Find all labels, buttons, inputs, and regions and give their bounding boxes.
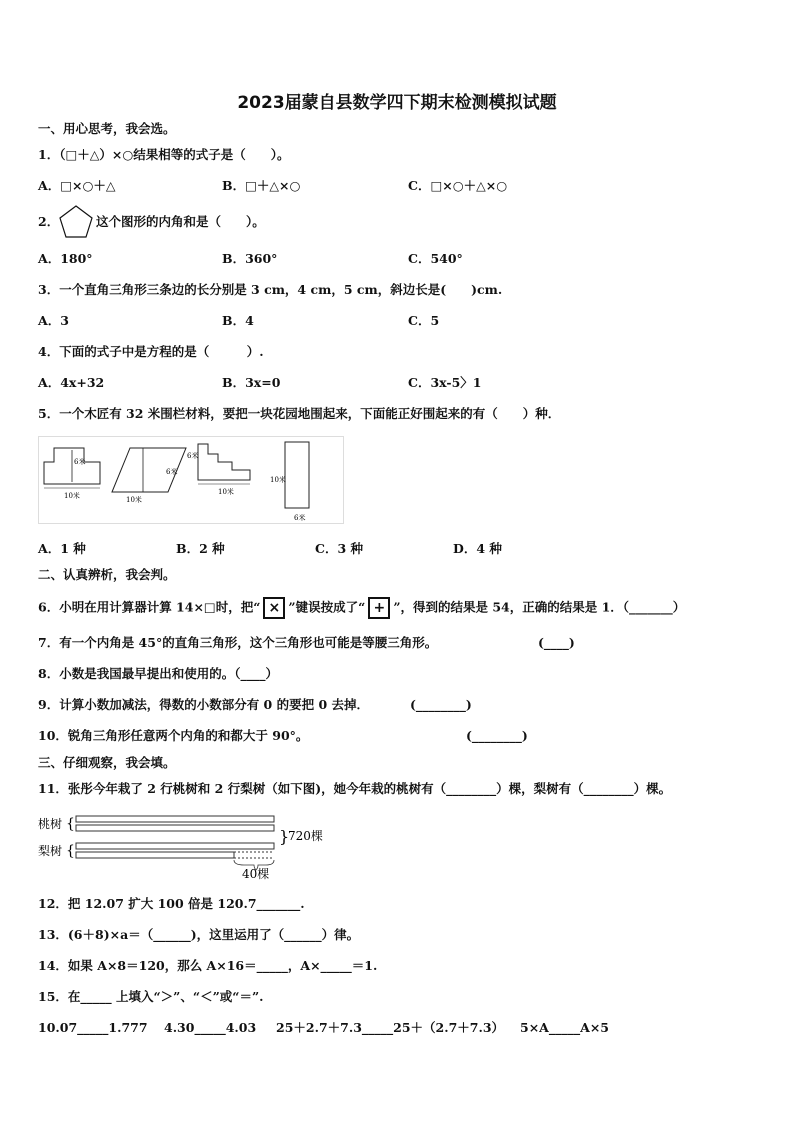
difference-label: 40棵 bbox=[242, 867, 270, 881]
section-heading-3: 三、仔细观察，我会填。 bbox=[38, 755, 176, 770]
question-2-option-c: C．540° bbox=[408, 251, 463, 266]
question-7-answer-blank[interactable]: (____) bbox=[538, 635, 575, 650]
shape-2-width-label: 10米 bbox=[126, 496, 142, 504]
shape-1-width-label: 10米 bbox=[64, 492, 80, 500]
question-13-stem: 13．(6＋8)×a＝（______)，这里运用了（______）律。 bbox=[38, 927, 360, 942]
question-3-option-c: C．5 bbox=[408, 313, 440, 328]
question-3-stem: 3．一个直角三角形三条边的长分别是 3 cm，4 cm，5 cm，斜边长是( )cm. bbox=[38, 282, 503, 297]
shape-4-width-label: 6米 bbox=[294, 514, 306, 522]
multiply-key-icon: × bbox=[263, 597, 285, 619]
question-7-stem: 7．有一个内角是 45°的直角三角形，这个三角形也可能是等腰三角形。 bbox=[38, 635, 438, 650]
question-4-option-b: B．3x=0 bbox=[222, 375, 281, 390]
question-11-stem: 11．张彤今年栽了 2 行桃树和 2 行梨树（如下图)，她今年栽的桃树有（________）棵，梨树有（________）棵。 bbox=[38, 781, 672, 796]
question-14-stem: 14．如果 A×8＝120，那么 A×16＝_____，A×_____＝1. bbox=[38, 958, 378, 973]
question-9-answer-blank[interactable]: (________) bbox=[410, 697, 472, 712]
svg-text:}: } bbox=[279, 827, 290, 846]
page-title: 2023届蒙自县数学四下期末检测模拟试题 bbox=[237, 93, 557, 113]
question-1-option-a: A．□×○＋△ bbox=[38, 178, 116, 193]
shape-3-height-label: 6米 bbox=[187, 452, 199, 460]
question-15-item-4: 5×A_____A×5 bbox=[520, 1020, 609, 1035]
question-6-stem bbox=[38, 597, 685, 619]
shape-3-width-label: 10米 bbox=[218, 488, 234, 496]
question-9-stem: 9．计算小数加减法，得数的小数部分有 0 的要把 0 去掉． bbox=[38, 697, 370, 712]
question-4-option-c: C．3x-5〉1 bbox=[408, 375, 482, 390]
pear-tree-label: 梨树 bbox=[38, 844, 63, 858]
question-2-option-a: A．180° bbox=[38, 251, 93, 266]
plus-key-icon: + bbox=[368, 597, 390, 619]
question-4-stem: 4．下面的式子中是方程的是（ ）. bbox=[38, 344, 264, 359]
total-trees-label: 720棵 bbox=[288, 829, 323, 843]
shape-2-height-label: 6米 bbox=[166, 468, 178, 476]
question-15-item-1: 10.07_____1.777 bbox=[38, 1020, 148, 1035]
svg-text:{: { bbox=[66, 843, 75, 859]
question-8-stem: 8．小数是我国最早提出和使用的。（____） bbox=[38, 666, 278, 681]
fence-shapes-figure bbox=[38, 436, 344, 524]
peach-tree-label: 桃树 bbox=[38, 817, 63, 831]
question-4-option-a: A．4x+32 bbox=[38, 375, 105, 390]
question-1-option-c: C．□×○＋△×○ bbox=[408, 178, 508, 193]
question-3-option-b: B．4 bbox=[222, 313, 254, 328]
question-1-stem: 1．（□＋△）×○结果相等的式子是（ ）。 bbox=[38, 147, 290, 162]
question-15-stem: 15．在_____ 上填入“＞”、“＜”或“＝”. bbox=[38, 989, 264, 1004]
shape-4-height-label: 10米 bbox=[270, 476, 286, 484]
question-2-option-b: B．360° bbox=[222, 251, 278, 266]
tree-rows-diagram bbox=[36, 810, 336, 882]
question-15-item-2: 4.30_____4.03 bbox=[164, 1020, 257, 1035]
question-6-text-post: ”，得到的结果是 54，正确的结果是 1．（_______） bbox=[393, 599, 686, 615]
question-5-option-d: D．4 种 bbox=[453, 541, 502, 556]
question-5-option-a: A．1 种 bbox=[38, 541, 86, 556]
section-heading-2: 二、认真辨析，我会判。 bbox=[38, 567, 176, 582]
question-6-text-pre: 6．小明在用计算器计算 14×□时，把“ bbox=[38, 599, 261, 615]
question-1-option-b: B．□＋△×○ bbox=[222, 178, 301, 193]
section-heading-1: 一、用心思考，我会选。 bbox=[38, 121, 176, 136]
pentagon-icon bbox=[58, 204, 94, 240]
svg-text:{: { bbox=[66, 816, 75, 832]
question-2-number: 2． bbox=[38, 214, 60, 229]
question-3-option-a: A．3 bbox=[38, 313, 69, 328]
question-12-stem: 12．把 12.07 扩大 100 倍是 120.7_______. bbox=[38, 896, 305, 911]
question-10-stem: 10．锐角三角形任意两个内角的和都大于 90°。 bbox=[38, 728, 309, 743]
shape-1-height-label: 6米 bbox=[74, 458, 86, 466]
question-5-option-b: B．2 种 bbox=[176, 541, 225, 556]
question-5-option-c: C．3 种 bbox=[315, 541, 363, 556]
question-10-answer-blank[interactable]: (________) bbox=[466, 728, 528, 743]
question-5-stem: 5．一个木匠有 32 米围栏材料，要把一块花园地围起来，下面能正好围起来的有（ ）种． bbox=[38, 406, 561, 421]
question-2-stem: 这个图形的内角和是（ ）。 bbox=[96, 214, 265, 229]
question-15-item-3: 25＋2.7＋7.3_____25＋（2.7＋7.3） bbox=[276, 1020, 505, 1035]
question-6-text-mid: ”键误按成了“ bbox=[288, 599, 366, 615]
